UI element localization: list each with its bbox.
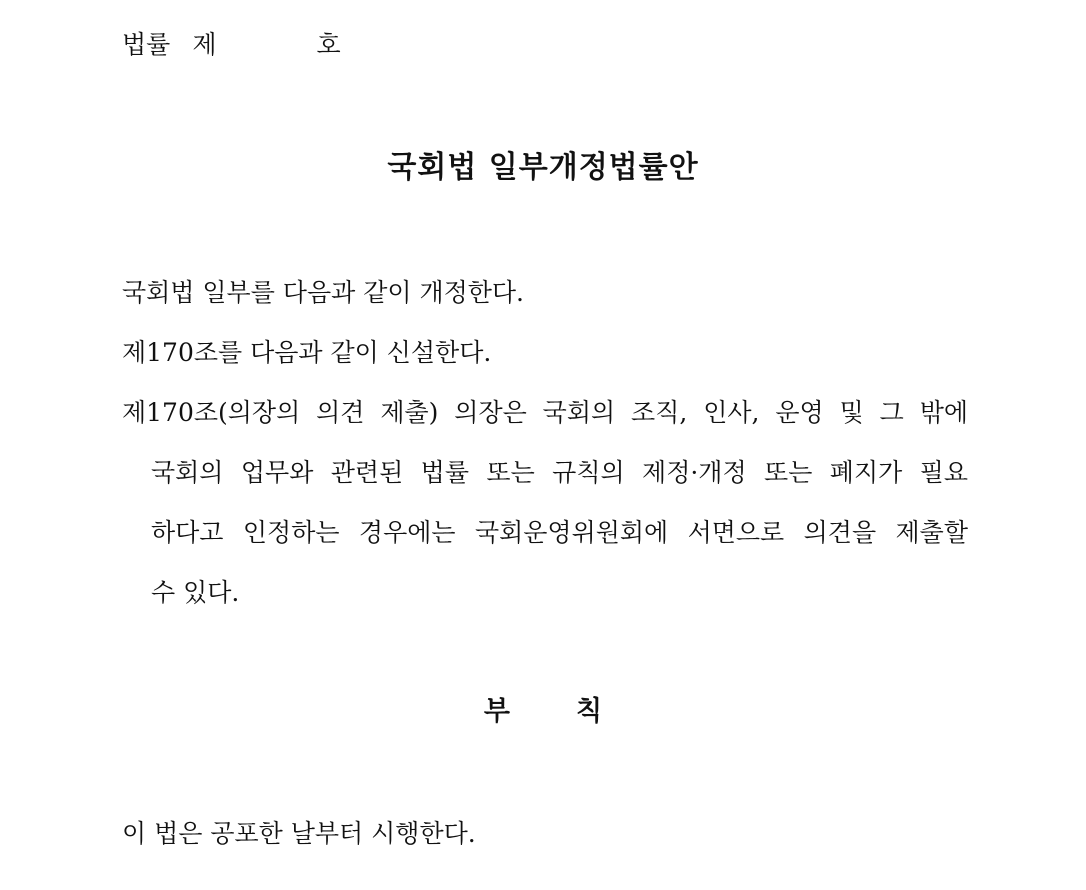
law-ho: 호	[316, 30, 341, 59]
new-article-notice: 제170조를 다음과 같이 신설한다.	[122, 338, 492, 367]
article-line: 제170조(의장의 의견 제출) 의장은 국회의 조직, 인사, 운영 및 그 밖에	[122, 398, 968, 427]
law-label: 법률	[122, 30, 171, 59]
addenda-char-2: 칙	[576, 696, 603, 727]
law-number-line	[122, 28, 341, 62]
addenda-text: 이 법은 공포한 날부터 시행한다.	[122, 819, 476, 848]
article-line: 국회의 업무와 관련된 법률 또는 규칙의 제정·개정 또는 폐지가 필요	[151, 458, 968, 487]
addenda-heading	[0, 694, 1086, 730]
article-line: 수 있다.	[151, 578, 240, 607]
document-title: 국회법 일부개정법률안	[387, 150, 699, 185]
law-je: 제	[192, 30, 217, 59]
addenda-char-1: 부	[483, 696, 510, 727]
intro-paragraph: 국회법 일부를 다음과 같이 개정한다.	[122, 278, 524, 307]
article-line: 하다고 인정하는 경우에는 국회운영위원회에 서면으로 의견을 제출할	[151, 518, 968, 547]
article-170	[122, 383, 968, 623]
